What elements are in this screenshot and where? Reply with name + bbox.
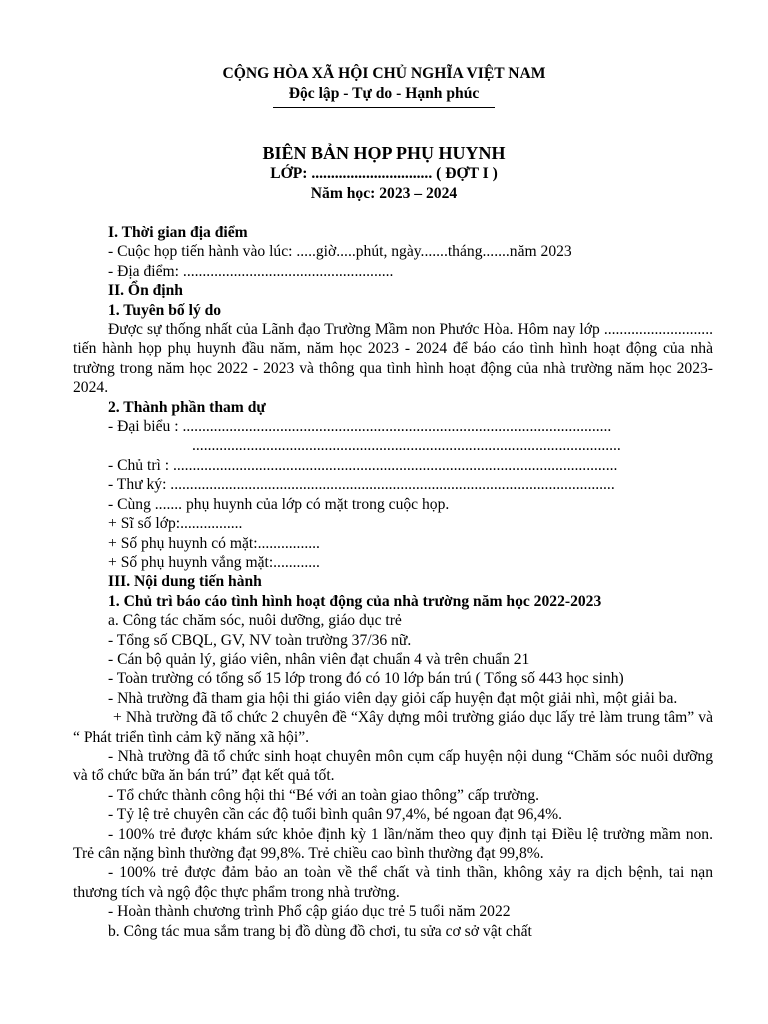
subheading-reason: 1. Tuyên bố lý do xyxy=(108,301,222,319)
school-year-line: Năm học: 2023 – 2024 xyxy=(310,185,458,202)
parents-present-line: - Cùng ....... phụ huynh của lớp có mặt trong cuộc họp. xyxy=(108,495,450,513)
staff-standard-line: - Cán bộ quản lý, giáo viên, nhân viên đạt chuẩn 4 và trên chuẩn 21 xyxy=(108,650,530,668)
class-total-line: - Toàn trường có tổng số 15 lớp trong đó có 10 lớp bán trú ( Tổng số 443 học sinh) xyxy=(108,670,624,688)
item-a-heading: a. Công tác chăm sóc, nuôi dưỡng, giáo dục trẻ xyxy=(108,612,402,630)
national-header xyxy=(0,64,768,108)
traffic-contest-line: - Tổ chức thành công hội thi “Bé với an toàn giao thông” cấp trường. xyxy=(108,786,540,804)
class-line: LỚP: ............................... ( ĐỢT I ) xyxy=(270,165,498,182)
chair-line: - Chủ trì : .................................................................................................................. xyxy=(108,456,618,474)
health-check-paragraph: - 100% trẻ được khám sức khỏe định kỳ 1 lần/năm theo quy định tại Điều lệ trường mầm non. Trẻ cân nặng bình thường đạt 99,8%. Trẻ chiều cao bình thường đạt 99,8%. xyxy=(73,825,713,862)
safety-paragraph: - 100% trẻ được đảm bảo an toàn về thể chất và tinh thần, không xảy ra dịch bệnh, tai nạn thương tích và ngộ độc thực phẩm trong nhà trường. xyxy=(73,864,713,901)
section-heading-time-place: I. Thời gian địa điểm xyxy=(108,224,248,241)
delegates-continuation-line: .............................................................................................................. xyxy=(192,437,621,455)
topics-paragraph: + Nhà trường đã tổ chức 2 chuyên đề “Xây dựng môi trường giáo dục lấy trẻ làm trung tâm” và “ Phát triển tình cảm kỹ năng xã hội”. xyxy=(73,709,713,746)
subheading-attendees: 2. Thành phần tham dự xyxy=(108,398,266,416)
document-body xyxy=(73,223,713,941)
document-title: BIÊN BẢN HỌP PHỤ HUYNH xyxy=(262,143,506,163)
attendance-rate-line: - Tỷ lệ trẻ chuyên cần các độ tuổi bình quân 97,4%, bé ngoan đạt 96,4%. xyxy=(108,806,562,824)
class-size-line: + Sĩ số lớp:................ xyxy=(108,515,243,533)
section-heading-proceedings: III. Nội dung tiến hành xyxy=(108,573,262,591)
meeting-place-line: - Địa điểm: ...................................................... xyxy=(108,262,394,280)
nation-title: CỘNG HÒA XÃ HỘI CHỦ NGHĨA VIỆT NAM xyxy=(222,65,546,82)
parents-absent-count-line: + Số phụ huynh vắng mặt:............ xyxy=(108,553,320,571)
teacher-contest-paragraph: - Nhà trường đã tham gia hội thi giáo viên dạy giỏi cấp huyện đạt một giải nhì, một giải ba. xyxy=(108,689,678,707)
section-heading-stabilize: II. Ổn định xyxy=(108,282,183,300)
reason-paragraph: Được sự thống nhất của Lãnh đạo Trường Mầm non Phước Hòa. Hôm nay lớp ............................ tiến hành họp phụ huynh đầu năm, năm học 2023 - 2024 để báo cáo tình hình hoạt động của nhà trường trong năm học 2022 - 2023 và thông qua tình hình hoạt động của nhà trường năm học 2023- 2024. xyxy=(73,321,713,397)
staff-total-line: - Tổng số CBQL, GV, NV toàn trường 37/36 nữ. xyxy=(108,631,412,649)
subheading-chair-report: 1. Chủ trì báo cáo tình hình hoạt động của nhà trường năm học 2022-2023 xyxy=(108,592,602,610)
delegates-line: - Đại biểu : .............................................................................................................. xyxy=(108,418,612,436)
national-motto: Độc lập - Tự do - Hạnh phúc xyxy=(288,85,480,102)
motto-underline xyxy=(273,107,495,108)
universal-education-line: - Hoàn thành chương trình Phổ cập giáo dục trẻ 5 tuổi năm 2022 xyxy=(108,903,511,921)
meeting-time-line: - Cuộc họp tiến hành vào lúc: .....giờ.....phút, ngày.......tháng.......năm 2023 xyxy=(108,243,572,261)
parents-present-count-line: + Số phụ huynh có mặt:................ xyxy=(108,534,320,552)
document-title-block xyxy=(0,142,768,204)
cluster-activity-paragraph: - Nhà trường đã tổ chức sinh hoạt chuyên môn cụm cấp huyện nội dung “Chăm sóc nuôi dưỡng và tổ chức bữa ăn bán trú” đạt kết quả tốt. xyxy=(73,747,713,785)
item-b-heading: b. Công tác mua sắm trang bị đồ dùng đồ chơi, tu sửa cơ sở vật chất xyxy=(108,922,532,940)
secretary-line: - Thư ký: .................................................................................................................. xyxy=(108,476,615,494)
